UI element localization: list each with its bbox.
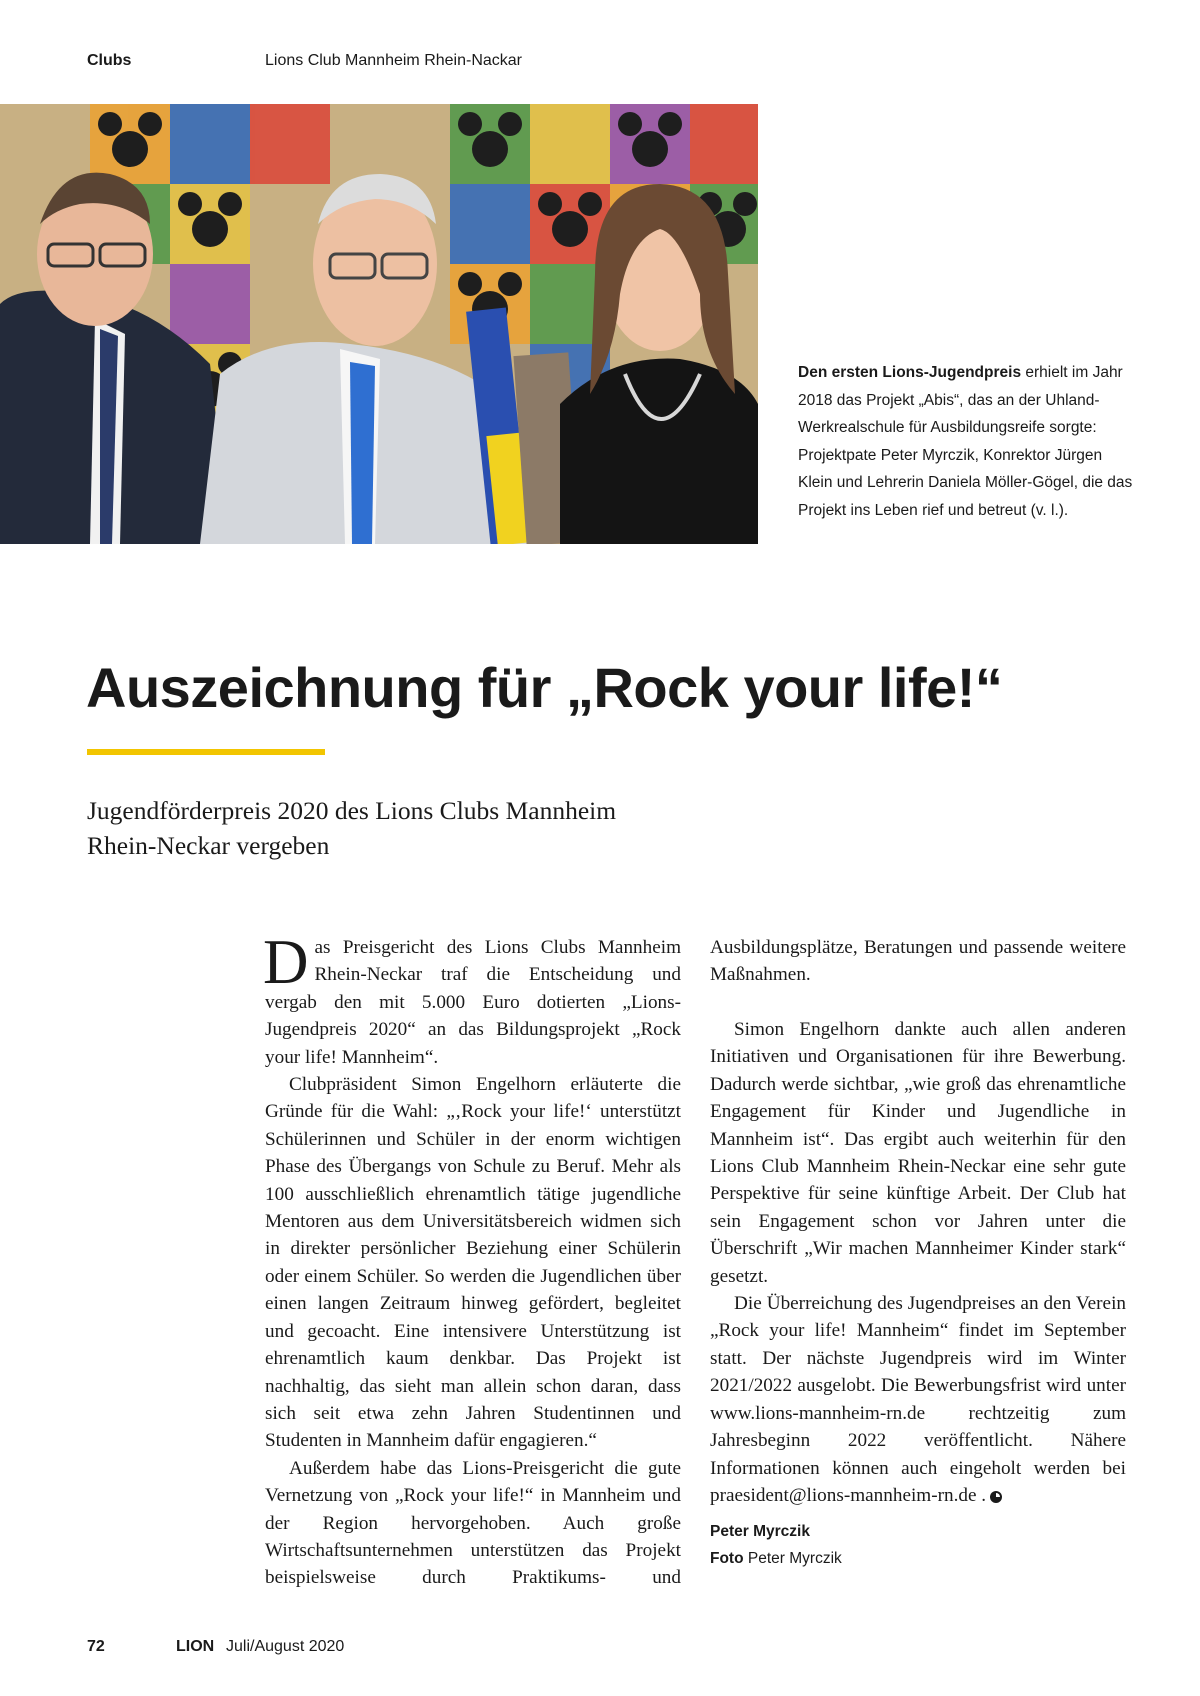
- article-column-2: [710, 934, 1126, 1509]
- magazine-name: LION: [176, 1638, 215, 1655]
- article-column-1: [263, 927, 681, 1592]
- paragraph-3: Außerdem habe das Lions-Preisgericht die gute Vernetzung von „Rock your life!“ in Mannheim und der Region hervorgehoben. Auch große Wirtschaftsunternehmen unterstützen das Projekt beispielsweise durch Praktikums- und: [265, 1457, 681, 1589]
- end-mark-icon: [990, 1491, 1002, 1503]
- paragraph-2: Clubpräsident Simon Engelhorn erläuterte die Gründe für die Wahl: „‚Rock your life!‘ unterstützt Schülerinnen und Schüler in der enorm wichtigen Phase des Übergangs von Schule zu Beruf. Mehr als 100 ausschließlich ehrenamtlich tätige jugendliche Mentoren aus dem Universitätsbereich widmen sich in direkter persönlicher Beziehung einer Schülerin oder einem Schüler. So werden die Jugendlichen über einen langen Zeitraum hinweg gefördert, begleitet und gecoacht. Eine intensivere Unterstützung ist ehrenamtlich kaum denkbar. Das Projekt ist nachhaltig, das sieht man allein schon daran, dass sich seit etwa zehn Jahren Studentinnen und Studenten in Mannheim dafür engagieren.“: [265, 1074, 681, 1452]
- photo-caption: [798, 359, 1138, 525]
- issue-date: Juli/August 2020: [226, 1638, 345, 1655]
- byline: [710, 1518, 842, 1572]
- section-label: Clubs: [87, 52, 132, 69]
- photo-credit-name: Peter Myrczik: [747, 1550, 842, 1567]
- page-number: 72: [87, 1638, 105, 1655]
- paragraph-5: [710, 1290, 1126, 1509]
- caption-lead: Den ersten Lions-Jugendpreis: [798, 364, 1022, 381]
- paragraph-5-text: Die Überreichung des Jugendpreises an den Verein „Rock your life! Mannheim“ findet im September statt. Der nächste Jugendpreis wird im Winter 2021/2022 ausgelobt. Die Bewerbungsfrist wird unter www.lions-mannheim-rn.de rechtzeitig zum Jahresbeginn 2022 veröffentlicht. Nähere Informationen können auch eingeholt werden bei praesident@lions-mannheim-rn.de .: [710, 1293, 1126, 1506]
- paragraph-3-continued: [710, 934, 1126, 1016]
- photo-credit-label: Foto: [710, 1550, 744, 1567]
- paragraph-4: Simon Engelhorn dankte auch allen anderen Initiativen und Organisationen für ihre Bewerbung. Dadurch werde sichtbar, „wie groß das ehrenamtliche Engagement für Kinder und Jugendliche in Mannheim ist“. Das ergibt auch weiterhin für den Lions Club Mannheim Rhein-Neckar eine sehr gute Perspektive für seine künftige Arbeit. Der Club hat sein Engagement schon vor Jahren unter die Überschrift „Wir machen Mannheimer Kinder stark“ gesetzt.: [710, 1019, 1126, 1287]
- article-subheadline: Jugendförderpreis 2020 des Lions Clubs Mannheim Rhein-Neckar vergeben: [87, 796, 617, 860]
- article-headline: Auszeichnung für „Rock your life!“: [86, 656, 1003, 719]
- drop-cap: D: [263, 927, 309, 997]
- headline-rule: [87, 749, 325, 755]
- club-name: Lions Club Mannheim Rhein-Nackar: [265, 52, 523, 69]
- author-name: Peter Myrczik: [710, 1523, 810, 1540]
- article-photo: [0, 104, 758, 544]
- caption-text: erhielt im Jahr 2018 das Projekt „Abis“, das an der Uhland-Werkrealschule für Ausbildungsreife sorgte: Projektpate Peter Myrczik, Konrektor Jürgen Klein und Lehrerin Daniela Möller-Gögel, die das Projekt ins Leben rief und betreut (v. l.).: [798, 364, 1133, 519]
- paragraph-1-text: as Preisgericht des Lions Clubs Mannheim Rhein-Neckar traf die Entscheidung und vergab den mit 5.000 Euro dotierten „Lions-Jugendpreis 2020“ an das Bildungsprojekt „Rock your life! Mannheim“.: [265, 937, 681, 1068]
- photo-credit: [710, 1545, 842, 1572]
- paragraph-1: [263, 927, 681, 1071]
- paragraph-3-overflow: Ausbildungsplätze, Beratungen und passende weitere Maßnahmen.: [710, 937, 1126, 986]
